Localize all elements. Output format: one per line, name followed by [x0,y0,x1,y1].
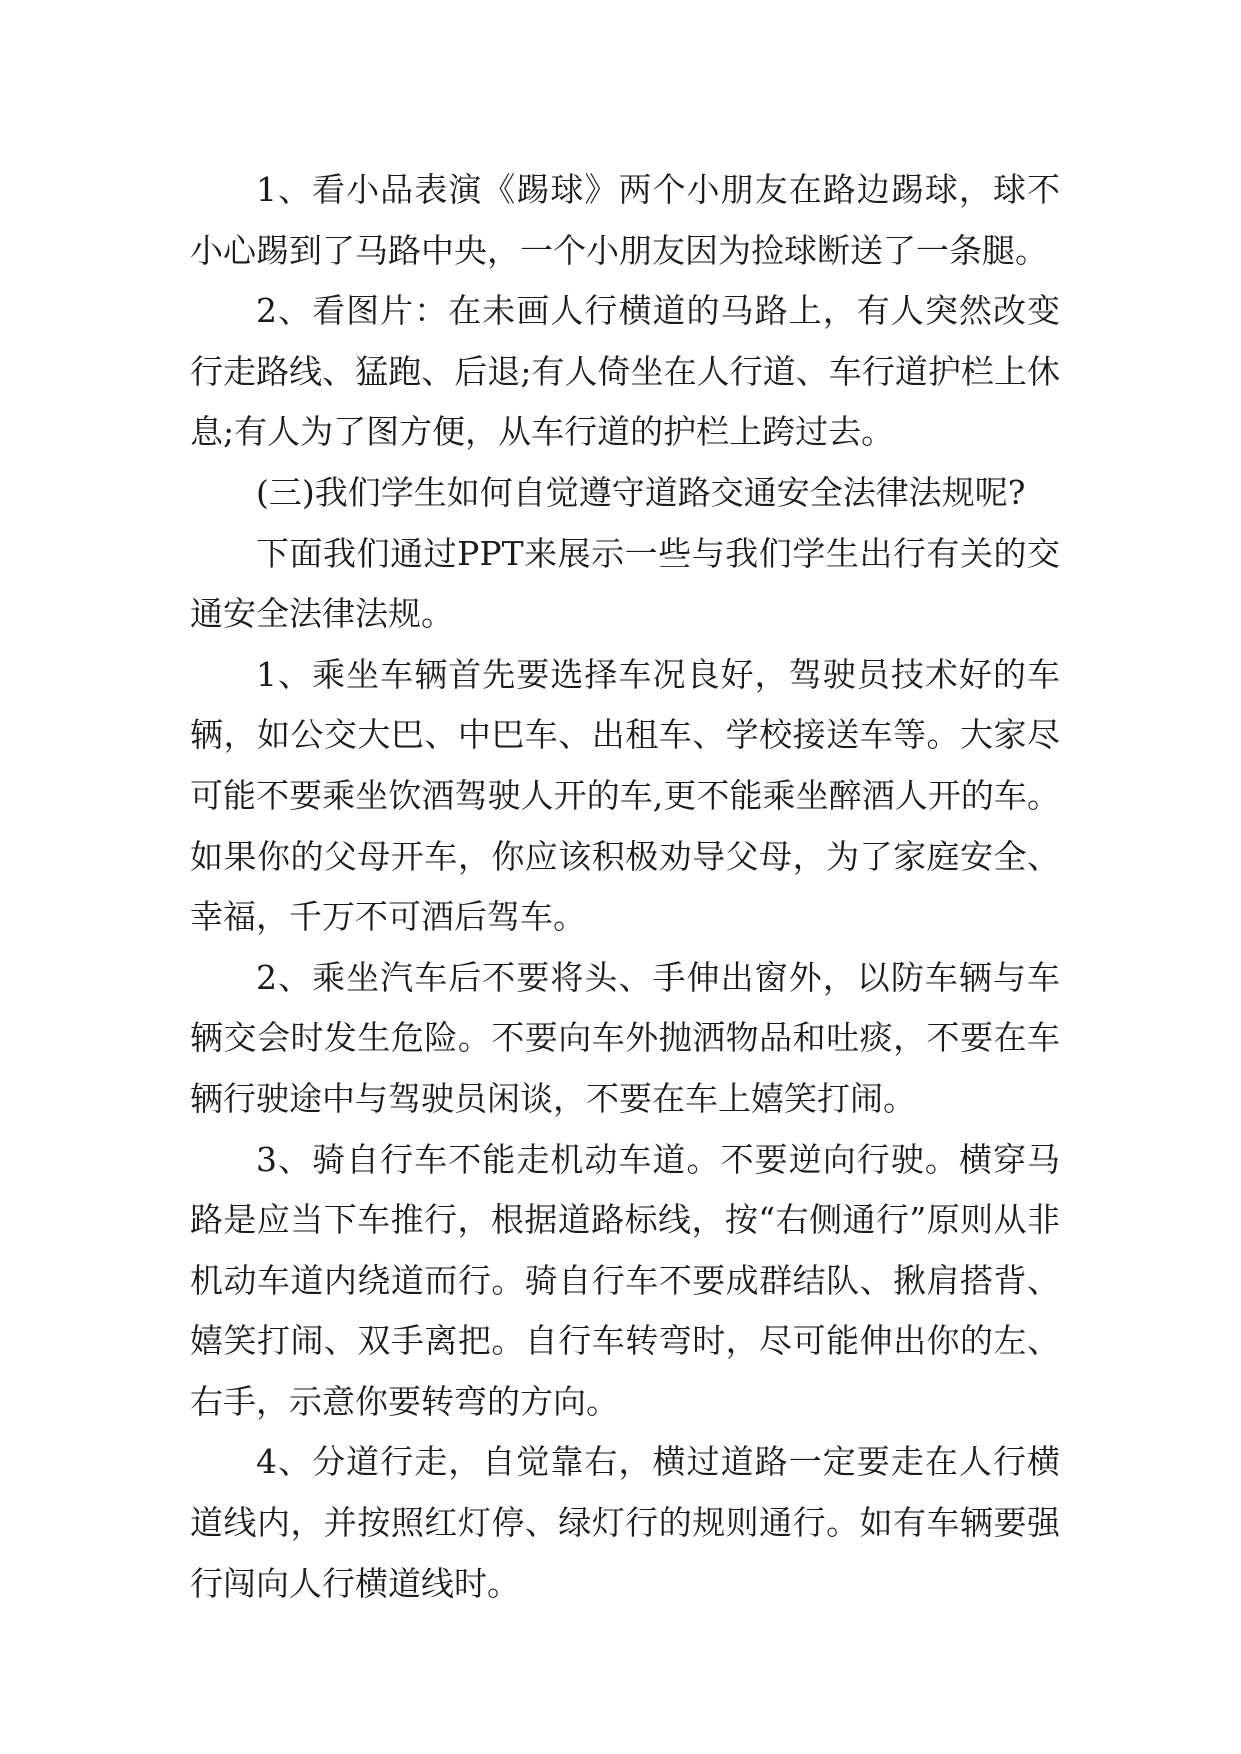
paragraph-rule-2: 2、乘坐汽车后不要将头、手伸出窗外，以防车辆与车辆交会时发生危险。不要向车外抛洒物品和吐痰，不要在车辆行驶途中与驾驶员闲谈，不要在车上嬉笑打闹。 [190,957,1060,1118]
document-body [190,160,1060,1614]
paragraph-skit: 1、看小品表演《踢球》两个小朋友在路边踢球，球不小心踢到了马路中央，一个小朋友因为捡球断送了一条腿。 [190,170,1060,270]
section-heading: (三)我们学生如何自觉遵守道路交通安全法律法规呢? [256,472,1026,512]
paragraph-ppt-intro: 下面我们通过PPT来展示一些与我们学生出行有关的交通安全法律法规。 [190,533,1060,634]
paragraph-rule-3: 3、骑自行车不能走机动车道。不要逆向行驶。横穿马路是应当下车推行，根据道路标线，按“右侧通行”原则从非机动车道内绕道而行。骑自行车不要成群结队、揪肩搭背、嬉笑打闹、双手离把。自行车转弯时，尽可能伸出你的左、右手，示意你要转弯的方向。 [190,1139,1060,1421]
paragraph-pictures: 2、看图片：在未画人行横道的马路上，有人突然改变行走路线、猛跑、后退;有人倚坐在人行道、车行道护栏上休息;有人为了图方便，从车行道的护栏上跨过去。 [190,291,1060,452]
paragraph-rule-4: 4、分道行走，自觉靠右，横过道路一定要走在人行横道线内，并按照红灯停、绿灯行的规则通行。如有车辆要强行闯向人行横道线时。 [190,1442,1060,1603]
paragraph-rule-1: 1、乘坐车辆首先要选择车况良好，驾驶员技术好的车辆，如公交大巴、中巴车、出租车、学校接送车等。大家尽可能不要乘坐饮酒驾驶人开的车,更不能乘坐醉酒人开的车。如果你的父母开车，你应该积极劝导父母，为了家庭安全、幸福，千万不可酒后驾车。 [190,654,1060,937]
